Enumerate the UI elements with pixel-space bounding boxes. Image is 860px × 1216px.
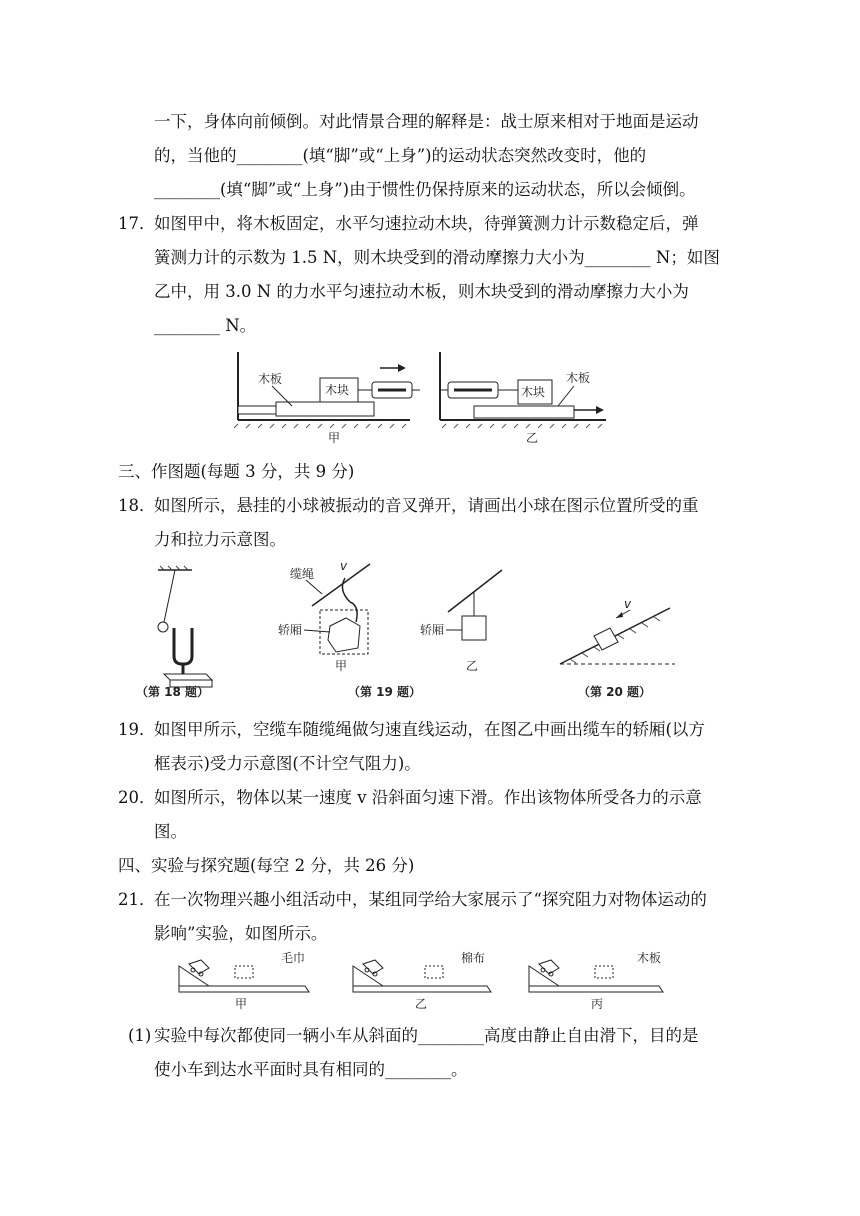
q16-line-2: 的，当他的________(填“脚”或“上身”)的运动状态突然改变时，他的 <box>154 146 647 165</box>
ramp-jia-label: 甲 <box>235 997 248 1011</box>
q17-line-3: 乙中，用 3.0 N 的力水平匀速拉动木板，则木块受到的滑动摩擦力大小为 <box>154 282 689 301</box>
q19-line-2: 框表示)受力示意图(不计空气阻力)。 <box>154 754 421 773</box>
q18-line-2: 力和拉力示意图。 <box>154 530 286 549</box>
ramp-yi-label: 乙 <box>415 997 428 1011</box>
q20-line-2: 图。 <box>154 822 187 841</box>
label-yi: 乙 <box>526 431 539 445</box>
board-label-jia: 木板 <box>258 372 283 386</box>
q19-number: 19． <box>118 720 156 739</box>
cable-label: 缆绳 <box>290 567 315 581</box>
q17-figure <box>230 350 610 450</box>
fig-19-jia-label: 甲 <box>335 659 348 673</box>
figures-row-18-20 <box>130 560 690 705</box>
q17-line-1: 如图甲中，将木板固定，水平匀速拉动木块，待弹簧测力计示数稳定后，弹 <box>154 214 699 233</box>
q20-line-1: 如图所示，物体以某一速度 v 沿斜面匀速下滑。作出该物体所受各力的示意 <box>154 788 702 807</box>
q21-figure <box>175 952 675 1014</box>
section-4-heading: 四、实验与探究题(每空 2 分，共 26 分) <box>118 856 415 875</box>
cotton-label: 棉布 <box>461 951 486 965</box>
board-label-yi: 木板 <box>566 371 591 385</box>
q17-line-4: ________ N。 <box>154 316 257 335</box>
board-label-bing: 木板 <box>637 951 662 965</box>
block-label-jia: 木块 <box>325 383 350 397</box>
q21-line-1: 在一次物理兴趣小组活动中，某组同学给大家展示了“探究阻力对物体运动的 <box>154 890 707 909</box>
figure-yi <box>440 352 606 445</box>
ramp-jia <box>179 950 309 1011</box>
ramp-yi <box>353 950 491 1011</box>
label-jia: 甲 <box>328 431 341 445</box>
towel-label: 毛巾 <box>281 951 306 965</box>
caption-19: （第 19 题） <box>348 685 422 699</box>
q17-number: 17． <box>118 214 156 233</box>
cabin-label-yi: 轿厢 <box>420 623 445 637</box>
q18-number: 18． <box>118 496 156 515</box>
ramp-bing <box>529 950 663 1011</box>
v-label-19: v <box>340 559 348 573</box>
ramp-bing-label: 丙 <box>591 997 604 1011</box>
q16-line-1: 一下，身体向前倾倒。对此情景合理的解释是：战士原来相对于地面是运动 <box>154 112 699 131</box>
q21-part1-number: (1) <box>128 1026 152 1045</box>
caption-20: （第 20 题） <box>578 685 652 699</box>
fig-18 <box>136 566 212 699</box>
fig-20 <box>560 597 675 699</box>
q20-number: 20． <box>118 788 156 807</box>
q21-part1-line-2: 使小车到达水平面时具有相同的________。 <box>154 1060 468 1079</box>
q17-line-2: 簧测力计的示数为 1.5 N，则木块受到的滑动摩擦力大小为________ N；如图 <box>154 248 720 267</box>
caption-18: （第 18 题） <box>136 685 210 699</box>
cabin-label-jia: 轿厢 <box>278 623 303 637</box>
q21-number: 21． <box>118 890 156 909</box>
q16-line-3: ________(填“脚”或“上身”)由于惯性仍保持原来的运动状态，所以会倾倒。 <box>154 180 696 199</box>
q18-line-1: 如图所示，悬挂的小球被振动的音叉弹开，请画出小球在图示位置所受的重 <box>154 496 699 515</box>
figure-jia <box>234 352 420 445</box>
q21-part1-line-1: 实验中每次都使同一辆小车从斜面的________高度由静止自由滑下，目的是 <box>154 1026 699 1045</box>
fig-19-yi-label: 乙 <box>466 659 479 673</box>
v-label-20: v <box>624 597 632 611</box>
fig-19-yi <box>420 570 502 673</box>
fig-19-jia <box>278 559 421 699</box>
q21-line-2: 影响”实验，如图所示。 <box>154 924 328 943</box>
block-label-yi: 木块 <box>521 385 546 399</box>
q19-line-1: 如图甲所示，空缆车随缆绳做匀速直线运动，在图乙中画出缆车的轿厢(以方 <box>154 720 705 739</box>
section-3-heading: 三、作图题(每题 3 分，共 9 分) <box>118 462 355 481</box>
